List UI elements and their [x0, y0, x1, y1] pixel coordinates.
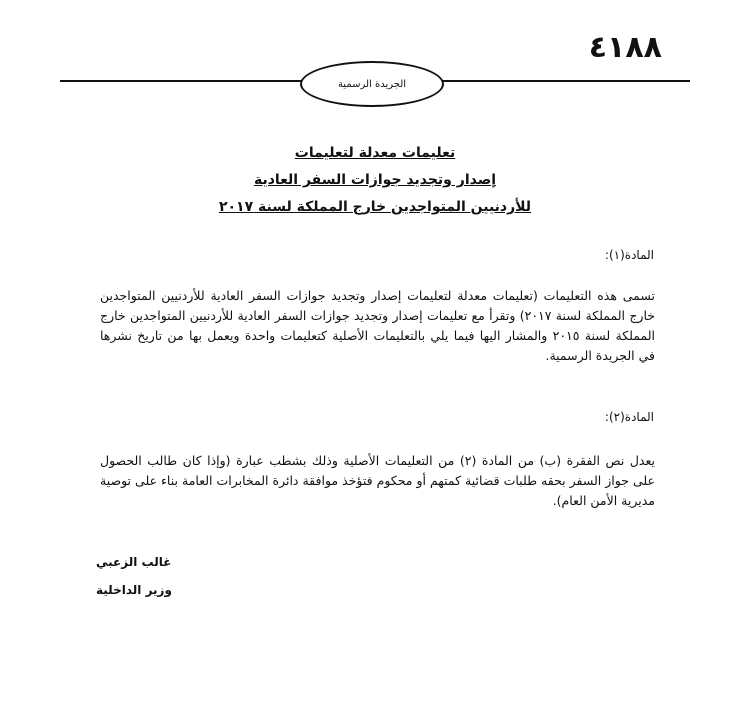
- gazette-label-text: الجريدة الرسمية: [337, 78, 407, 90]
- article-1-heading: المادة(١):: [604, 248, 654, 262]
- signatory-name: غالب الزعبي: [96, 555, 172, 569]
- title-line-3: للأردنيين المتواجدين خارج المملكة لسنة ٢٠١٧: [218, 199, 532, 215]
- article-1-body: تسمى هذه التعليمات (تعليمات معدلة لتعليمات إصدار وتجديد جوازات السفر العادية للأردنيين المتواجدين خارج المملكة لسنة ٢٠١٧) وتقرأ مع تعليمات إصدار وتجديد جوازات السفر العادية للأردنيين المتواجدين خارج المملكة لسنة ٢٠١٥ والمشار اليها فيما يلي بالتعليمات الأصلية كتعليمات واحدة ويعمل بها من تاريخ نشرها في الجريدة الرسمية.: [100, 288, 656, 363]
- article-2-heading: المادة(٢):: [604, 410, 654, 424]
- title-line-2: إصدار وتجديد جوازات السفر العادية: [253, 172, 497, 188]
- article-2-body: يعدل نص الفقرة (ب) من المادة (٢) من التعليمات الأصلية وذلك بشطب عبارة (وإذا كان طالب الحصول على جواز السفر بحقه طلبات قضائية كمتهم أو محكوم فتؤخذ موافقة دائرة المخابرات العامة بناء على توصية مديرية الأمن العام).: [100, 453, 656, 508]
- page-number: ٤١٨٨: [588, 30, 662, 65]
- title-line-1: تعليمات معدلة لتعليمات: [294, 145, 456, 161]
- document-title: [0, 140, 750, 221]
- signatory-title: وزير الداخلية: [96, 583, 172, 597]
- gazette-label: [300, 61, 444, 107]
